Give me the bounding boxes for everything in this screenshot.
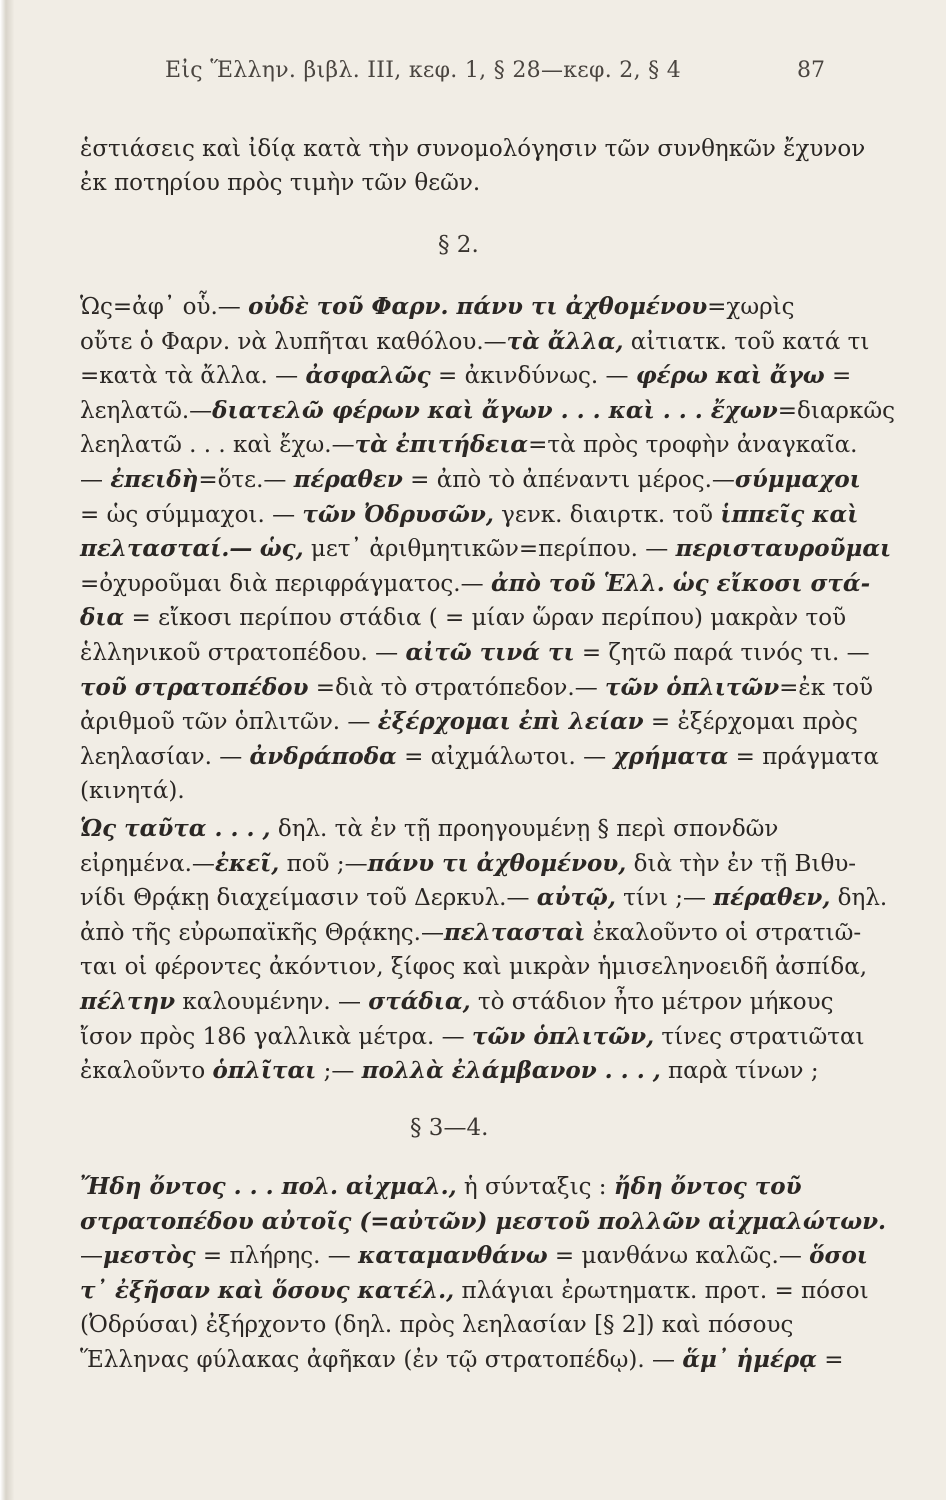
lemma-bold: πολλὰ ἐλάμβανον . . . ,	[361, 1057, 661, 1085]
text-line: ἑστιάσεις καὶ ἰδίᾳ κατὰ τὴν συνομολόγησιν τῶν συνθηκῶν ἔχυνον	[80, 136, 866, 162]
text-line	[80, 428, 858, 462]
text-line	[80, 290, 850, 324]
lemma-bold: διατελῶ φέρων καὶ ἄγων . . . καὶ . . . ἔχων	[212, 396, 778, 424]
page-gutter-shadow	[0, 0, 14, 1500]
gloss-text: =διαρκῶς	[777, 397, 895, 424]
lemma-bold: ὅσοι	[809, 1242, 868, 1270]
section-heading: § 2.	[438, 232, 479, 258]
text-line	[80, 1170, 850, 1204]
gloss-text: λεηλατῶ . . . καὶ ἔχω.—	[80, 432, 355, 459]
gloss-text: τίνες στρατιῶται	[654, 1023, 865, 1050]
lemma-bold: ἀσφαλῶς	[305, 362, 431, 390]
gloss-text: =κατὰ τὰ ἄλλα. —	[80, 363, 306, 390]
gloss-text: (Ὀδρύσαι) ἐξήρχοντο (δηλ. πρὸς λεηλασίαν [§ 2]) καὶ πόσους	[80, 1312, 794, 1339]
lemma-bold: τῶν ὁπλιτῶν,	[472, 1022, 655, 1050]
text-line	[80, 1274, 869, 1308]
gloss-text: ποῦ ;—	[279, 850, 368, 877]
running-header	[165, 58, 825, 94]
gloss-text: εἰρημένα.—	[80, 850, 215, 877]
gloss-text: = ἀκινδύνως. —	[430, 363, 636, 390]
gloss-text: = ἀπὸ τὸ ἀπέναντι μέρος.—	[402, 467, 735, 493]
lemma-bold: ἅμ᾽ ἡμέρᾳ	[682, 1346, 817, 1373]
text-line	[80, 1205, 887, 1239]
gloss-text: =χωρὶς	[707, 294, 795, 320]
gloss-text: δηλ.	[830, 885, 888, 912]
text-line	[80, 985, 850, 1019]
gloss-text: αἰτιατκ. τοῦ κατά τι	[623, 328, 870, 355]
text-line	[80, 1020, 865, 1054]
section-heading: § 3—4.	[410, 1115, 489, 1141]
text-line	[80, 359, 850, 393]
text-line	[80, 567, 871, 601]
gloss-text: ἀριθμοῦ τῶν ὁπλιτῶν. —	[80, 709, 378, 736]
gloss-text: =ὅτε.—	[198, 467, 294, 493]
gloss-text: = ζητῶ παρά τινός τι. —	[574, 640, 870, 666]
lemma-bold: ἐξέρχομαι ἐπὶ λείαν	[377, 708, 644, 736]
gloss-text: =ὀχυροῦμαι διὰ περιφράγματος.—	[80, 570, 491, 597]
gloss-text: —	[80, 467, 111, 493]
gloss-text: = πράγματα	[728, 743, 879, 770]
gloss-text: ἐκαλοῦντο	[80, 1058, 213, 1085]
text-line	[80, 774, 850, 808]
lemma-bold: φέρω καὶ ἄγω	[635, 362, 825, 390]
lemma-bold: στάδια,	[368, 988, 471, 1015]
gloss-text: =	[824, 363, 852, 390]
lemma-bold: αἰτῶ τινά τι	[405, 639, 575, 666]
gloss-text	[252, 536, 259, 562]
text-line	[80, 950, 868, 984]
lemma-bold: Ἤδη ὄντος . . .	[80, 1173, 282, 1200]
lemma-bold: ἤδη ὄντος τοῦ	[613, 1173, 802, 1200]
gloss-text: ἑλληνικοῦ στρατοπέδου. —	[80, 640, 406, 666]
lemma-bold: πέλτην	[80, 988, 176, 1015]
gloss-text: ;—	[316, 1058, 362, 1085]
gloss-text: =διὰ τὸ στρατόπεδον.—	[308, 674, 606, 701]
text-line	[80, 532, 892, 566]
lemma-bold: τὰ ἐπιτήδεια	[354, 431, 529, 459]
gloss-text: λεηλατῶ.—	[80, 397, 213, 424]
gloss-text: πλάγιαι ἐρωτηματκ. προτ. = πόσοι	[454, 1277, 869, 1304]
lemma-bold: δια	[80, 604, 125, 632]
text-line: ἐκ ποτηρίου πρὸς τιμὴν τῶν θεῶν.	[80, 170, 481, 196]
lemma-bold: πελτασταί.—	[80, 535, 253, 563]
running-title: Εἰς Ἕλλην. βιβλ. ΙΙΙ, κεφ. 1, § 28—κεφ. 2, § 4	[165, 58, 682, 83]
text-line	[80, 1239, 868, 1273]
gloss-text: ἡ σύνταξις :	[456, 1174, 614, 1200]
text-line	[80, 498, 859, 532]
gloss-text: διὰ τὴν ἐν τῇ Βιθυ-	[626, 850, 857, 877]
gloss-text: λεηλασίαν. —	[80, 743, 250, 770]
gloss-text: =	[816, 1347, 844, 1373]
gloss-text: (κινητά).	[80, 778, 185, 805]
text-line	[80, 1308, 850, 1342]
lemma-bold: πέραθεν	[293, 466, 403, 493]
gloss-text: =ἐκ τοῦ	[779, 674, 874, 701]
gloss-text: τὸ στάδιον ἦτο μέτρον μήκους	[470, 989, 834, 1015]
text-line	[80, 916, 862, 950]
lemma-bold: στρατοπέδου αὐτοῖς (=αὐτῶν) μεστοῦ πολλῶν αἰχμαλώτων.	[80, 1207, 887, 1235]
gloss-text: ἀπὸ τῆς εὐρωπαϊκῆς Θρᾴκης.—	[80, 919, 444, 946]
lemma-bold: σύμμαχοι	[734, 466, 861, 493]
lemma-bold: πολ. αἰχμαλ.,	[281, 1173, 457, 1200]
lemma-bold: οὐδὲ τοῦ Φαρν. πάνυ τι ἀχθομένου	[248, 293, 708, 320]
text-line	[80, 740, 879, 774]
gloss-text: = μανθάνω καλῶς.—	[547, 1243, 810, 1270]
lemma-bold: καταμανθάνω	[358, 1242, 548, 1270]
gloss-text: οὔτε ὁ Φαρν. νὰ λυπῆται καθόλου.—	[80, 328, 507, 355]
gloss-text: ται οἱ φέροντες ἀκόντιον, ξίφος καὶ μικρὰν ἡμισεληνοειδῆ ἀσπίδα,	[80, 954, 868, 981]
text-line	[80, 325, 870, 359]
lemma-bold: ἱππεῖς καὶ	[720, 500, 859, 528]
gloss-text: καλουμένην. —	[175, 989, 369, 1015]
lemma-bold: ἐπειδὴ	[110, 466, 199, 493]
text-line	[80, 601, 850, 635]
lemma-bold: ἐκεῖ,	[214, 849, 280, 877]
lemma-bold: πάνυ τι ἀχθομένου,	[367, 849, 627, 877]
gloss-text: μετ᾽ ἀριθμητικῶν=περίπου. —	[303, 536, 676, 563]
gloss-text: = ὡς σύμμαχοι. —	[80, 501, 303, 528]
gloss-text: νίδι Θρᾴκῃ διαχείμασιν τοῦ Δερκυλ.—	[80, 885, 537, 912]
lemma-bold: πελτασταὶ	[443, 918, 586, 946]
gloss-text: παρὰ τίνων ;	[660, 1058, 819, 1085]
lemma-bold: ὁπλῖται	[212, 1057, 317, 1085]
gloss-text: Ὡς=ἀφ᾽ οὗ.—	[80, 294, 249, 320]
text-line	[80, 636, 870, 670]
lemma-bold: τοῦ στρατοπέδου	[80, 673, 309, 701]
text-line	[80, 812, 850, 846]
text-line	[80, 671, 874, 705]
gloss-text: τίνι ;—	[615, 885, 714, 912]
lemma-bold: ὡς,	[259, 535, 304, 563]
gloss-text: —	[80, 1243, 103, 1270]
lemma-bold: πέραθεν,	[713, 884, 831, 912]
gloss-text: = ἐξέρχομαι πρὸς	[643, 709, 858, 736]
gloss-text: = εἴκοσι περίπου στάδια ( = μίαν ὥραν περίπου) μακρὰν τοῦ	[124, 605, 847, 632]
lemma-bold: τὰ ἄλλα,	[506, 327, 624, 355]
lemma-bold: ἀπὸ τοῦ Ἑλλ. ὡς εἴκοσι στά-	[490, 569, 871, 597]
gloss-text: =τὰ πρὸς τροφὴν ἀναγκαῖα.	[528, 432, 858, 459]
text-line	[80, 1343, 850, 1377]
gloss-text: = αἰχμάλωτοι. —	[396, 743, 614, 770]
lemma-bold: αὐτῷ,	[536, 884, 616, 912]
lemma-bold: περισταυροῦμαι	[675, 535, 892, 563]
lemma-bold: τῶν ὁπλιτῶν	[605, 673, 780, 701]
gloss-text: ἴσον πρὸς 186 γαλλικὰ μέτρα. —	[80, 1023, 472, 1050]
text-line	[80, 881, 888, 915]
gloss-text: = πλήρης. —	[195, 1243, 359, 1270]
text-line	[80, 705, 858, 739]
gloss-text: Ἕλληνας φύλακας ἀφῆκαν (ἐν τῷ στρατοπέδῳ). —	[80, 1347, 683, 1373]
text-line	[80, 847, 857, 881]
lemma-bold: Ὡς ταῦτα . . . ,	[80, 815, 271, 842]
page-number: 87	[797, 58, 825, 83]
gloss-text: γενκ. διαιρτκ. τοῦ	[493, 501, 721, 528]
gloss-text: δηλ. τὰ ἐν τῇ προηγουμένῃ § περὶ σπονδῶν	[270, 816, 779, 842]
text-line	[80, 394, 895, 428]
text-line	[80, 1054, 850, 1088]
gloss-text: ἐκαλοῦντο οἱ στρατιῶ-	[585, 919, 862, 946]
lemma-bold: ἀνδράποδα	[249, 742, 397, 770]
lemma-bold: τ᾽ ἐξῆσαν καὶ ὅσους κατέλ.,	[80, 1276, 455, 1304]
text-line	[80, 463, 861, 497]
lemma-bold: μεστὸς	[103, 1242, 196, 1270]
lemma-bold: τῶν Ὀδρυσῶν,	[302, 500, 494, 528]
lemma-bold: χρήματα	[613, 742, 729, 770]
